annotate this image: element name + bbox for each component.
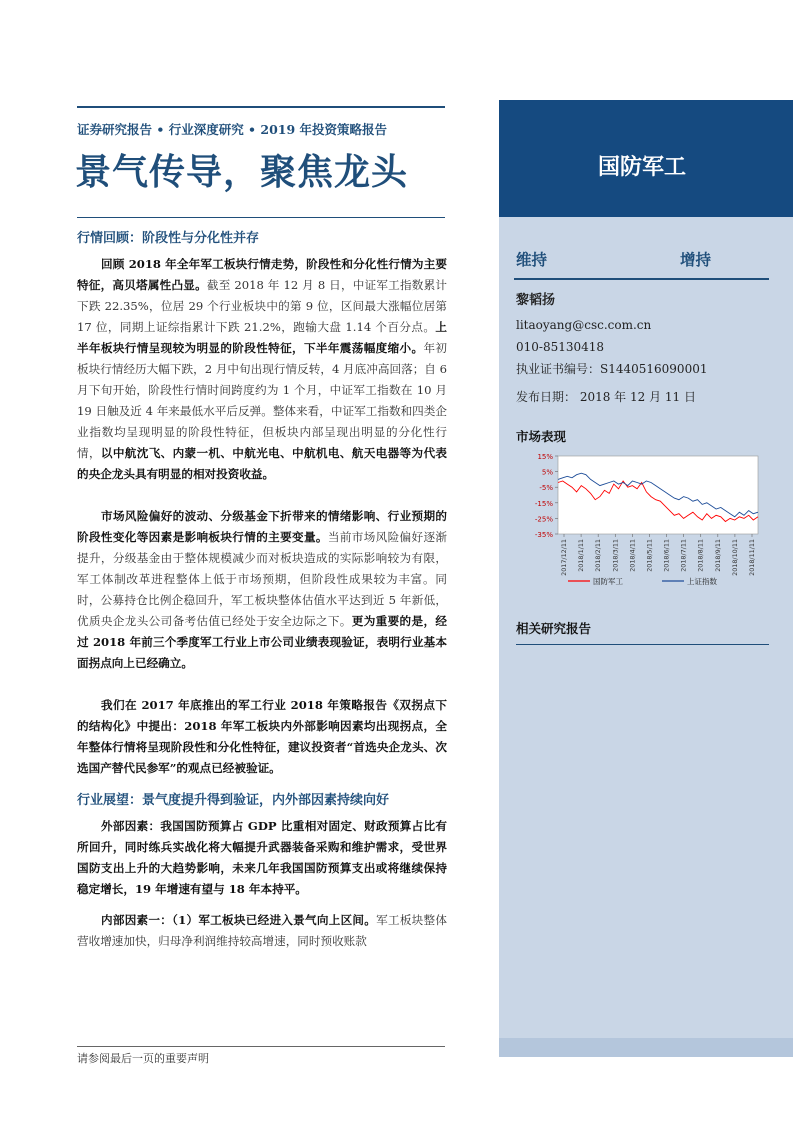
footer-disclaimer: 请参阅最后一页的重要声明 bbox=[77, 1052, 209, 1065]
paragraph bbox=[77, 254, 447, 485]
rating-current: 增持 bbox=[679, 251, 711, 269]
x-tick-label: 2017/12/11 bbox=[560, 539, 568, 576]
x-tick-label: 2018/3/11 bbox=[611, 539, 620, 572]
analyst-email[interactable]: litaoyang@csc.com.cn bbox=[516, 318, 652, 332]
analyst-name: 黎韬扬 bbox=[516, 293, 556, 308]
paragraph bbox=[77, 910, 447, 952]
analyst-info bbox=[516, 290, 707, 408]
rating-rule bbox=[514, 278, 769, 280]
bold-text-run: 以中航沈飞、内蒙一机、中航光电、中航机电、航天电器等为代表的央企龙头具有明显的相对投资收益。 bbox=[77, 446, 447, 481]
y-tick-label: 15% bbox=[537, 453, 553, 461]
x-tick-label: 2018/8/11 bbox=[696, 539, 705, 572]
x-tick-label: 2018/9/11 bbox=[713, 539, 722, 572]
market-chart-svg bbox=[510, 450, 770, 590]
paragraph bbox=[77, 816, 447, 900]
x-tick-label: 2018/1/11 bbox=[577, 539, 586, 572]
x-tick-label: 2018/4/11 bbox=[628, 539, 637, 572]
publish-date: 发布日期： 2018 年 12 月 11 日 bbox=[516, 390, 696, 404]
analyst-cert: 执业证书编号：S1440516090001 bbox=[516, 362, 708, 376]
x-tick-label: 2018/7/11 bbox=[679, 539, 688, 572]
bold-text-run: 内部因素一：（1）军工板块已经进入景气向上区间。 bbox=[101, 913, 377, 927]
industry-banner bbox=[499, 100, 793, 217]
x-tick-label: 2018/10/11 bbox=[730, 539, 739, 576]
text-run: 当前市场风险偏好逐渐提升，分级基金由于整体规模减少而对板块造成的实际影响较为有限，军工体制改革进程整体上低于市场预期，但阶段性成果较为丰富。同时，公募持仓比例企稳回升，军工板块整体估值水平达到近 5 年新低，优质央企龙头公司备考估值已经处于安全边际之下。 bbox=[77, 530, 447, 628]
bold-text-run: 市场风险偏好的波动、分级基金下折带来的情绪影响、行业预期的阶段性变化等因素是影响板块行情的主要变量。 bbox=[77, 509, 447, 544]
header-bottom-rule bbox=[77, 217, 445, 218]
y-tick-label: -35% bbox=[534, 531, 553, 539]
paragraph-text bbox=[77, 506, 447, 674]
section-heading: 行情回顾：阶段性与分化性并存 bbox=[77, 231, 260, 246]
paragraph-text bbox=[77, 816, 447, 900]
header-top-rule bbox=[77, 106, 445, 108]
plot-area bbox=[558, 456, 758, 534]
related-reports-label: 相关研究报告 bbox=[516, 621, 592, 636]
footer-rule bbox=[77, 1046, 445, 1047]
sidebar-bottom-band bbox=[499, 1038, 793, 1057]
bold-text-run: 我们在 2017 年底推出的军工行业 2018 年策略报告《双拐点下的结构化》中提出：2018 年军工板块内外部影响因素均出现拐点，全年整体行情将呈现阶段性和分化性特征，建议投资者“首选央企龙头、次选国产替代民参军”的观点已经被验证。 bbox=[77, 698, 447, 775]
rating-previous: 维持 bbox=[516, 251, 548, 269]
x-tick-label: 2018/11/11 bbox=[748, 539, 756, 576]
x-tick-label: 2018/2/11 bbox=[594, 539, 603, 572]
y-tick-label: 5% bbox=[541, 468, 553, 477]
industry-name: 国防军工 bbox=[598, 155, 687, 180]
text-run: 截至 2018 年 12 月 8 日，中证军工指数累计下跌 22.35%，位居 29 个行业板块中的第 9 位，区间最大涨幅位居第 17 位，同期上证综指累计下跌 21.2%，跑输大盘 1.14 个百分点。 bbox=[77, 278, 447, 334]
y-tick-label: -15% bbox=[534, 499, 553, 508]
x-tick-label: 2018/6/11 bbox=[662, 539, 671, 572]
paragraph-text bbox=[77, 254, 447, 485]
legend-label: 上证指数 bbox=[687, 577, 717, 586]
section-review bbox=[77, 229, 447, 952]
y-tick-label: -5% bbox=[539, 484, 553, 493]
section-heading: 行业展望：景气度提升得到验证，内外部因素持续向好 bbox=[77, 793, 390, 808]
bold-text-run: 外部因素：我国国防预算占 GDP 比重相对固定、财政预算占比有所回升，同时练兵实战化将大幅提升武器装备采购和维护需求，受世界国防支出上升的大趋势影响，未来几年我国国防预算支出或将继续保持稳定增长，19 年增速有望与 18 年本持平。 bbox=[77, 819, 447, 896]
paragraph bbox=[77, 695, 447, 779]
market-performance-label: 市场表现 bbox=[516, 429, 567, 444]
legend-label: 国防军工 bbox=[593, 577, 623, 586]
rating-box bbox=[514, 248, 769, 280]
report-type: 证券研究报告 • 行业深度研究 • 2019 年投资策略报告 bbox=[77, 122, 388, 137]
analyst-phone: 010-85130418 bbox=[516, 340, 605, 354]
related-reports-rule bbox=[516, 644, 769, 645]
bold-text-run: 更为重要的是，经过 2018 年前三个季度军工行业上市公司业绩表现验证，表明行业基本面拐点向上已经确立。 bbox=[77, 614, 447, 670]
text-run: 年初板块行情经历大幅下跌，2 月中旬出现行情反转，4 月底冲高回落；自 6 月下旬开始，阶段性行情时间跨度约为 1 个月，中证军工指数在 10 月 19 日触及近 4 年来最低水平后反弹。整体来看，中证军工指数和四类企业指数均呈现明显的阶段性特征，但板块内部呈现出明显的分化性行情， bbox=[77, 341, 447, 460]
paragraph-text bbox=[77, 910, 447, 952]
text-run: 军工板块整体营收增速加快，归母净利润维持较高增速，同时预收账款 bbox=[77, 913, 447, 948]
paragraph-text bbox=[77, 695, 447, 779]
y-tick-label: -25% bbox=[534, 515, 553, 524]
bold-text-run: 上半年板块行情呈现较为明显的阶段性特征，下半年震荡幅度缩小。 bbox=[77, 320, 447, 355]
report-title: 景气传导，聚焦龙头 bbox=[75, 152, 409, 193]
bold-text-run: 回顾 2018 年全年军工板块行情走势，阶段性和分化性行情为主要特征，高贝塔属性凸显。 bbox=[77, 257, 447, 292]
paragraph bbox=[77, 506, 447, 674]
market-chart bbox=[510, 450, 770, 590]
section-outlook bbox=[77, 791, 447, 952]
x-tick-label: 2018/5/11 bbox=[645, 539, 654, 572]
